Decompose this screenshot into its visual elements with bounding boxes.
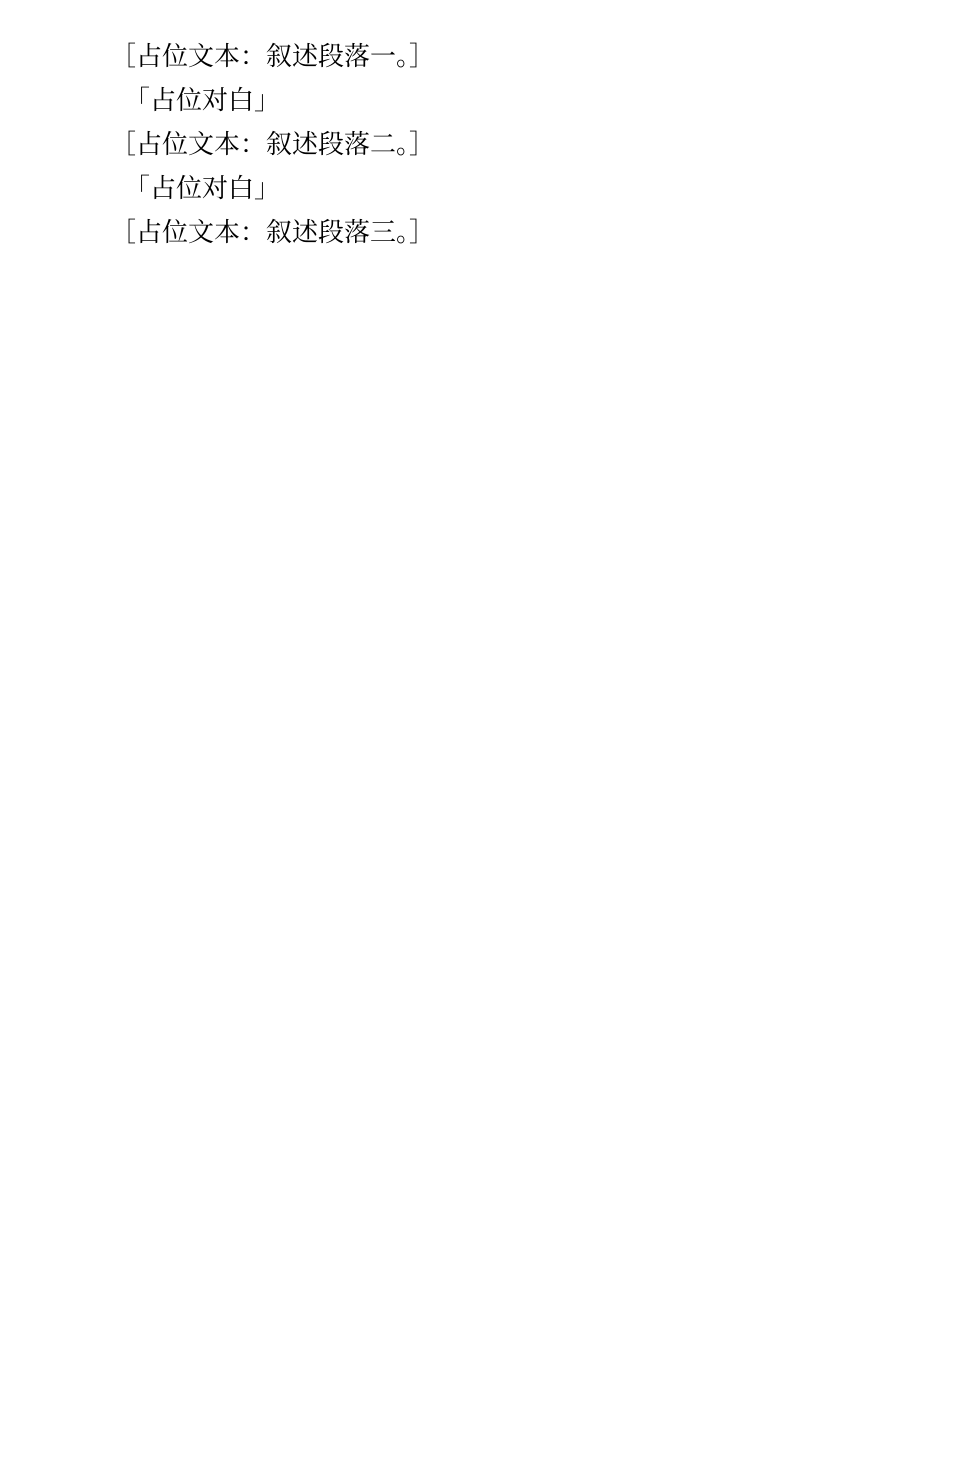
narration-paragraph: ［占位文本：叙述段落二。］ (110, 130, 436, 160)
dialogue-line: 「占位对白」 (124, 174, 281, 204)
narration-paragraph: ［占位文本：叙述段落三。］ (110, 218, 436, 248)
dialogue-line: 「占位对白」 (124, 86, 281, 116)
document-page (0, 0, 974, 250)
narration-paragraph: ［占位文本：叙述段落一。］ (110, 42, 436, 72)
